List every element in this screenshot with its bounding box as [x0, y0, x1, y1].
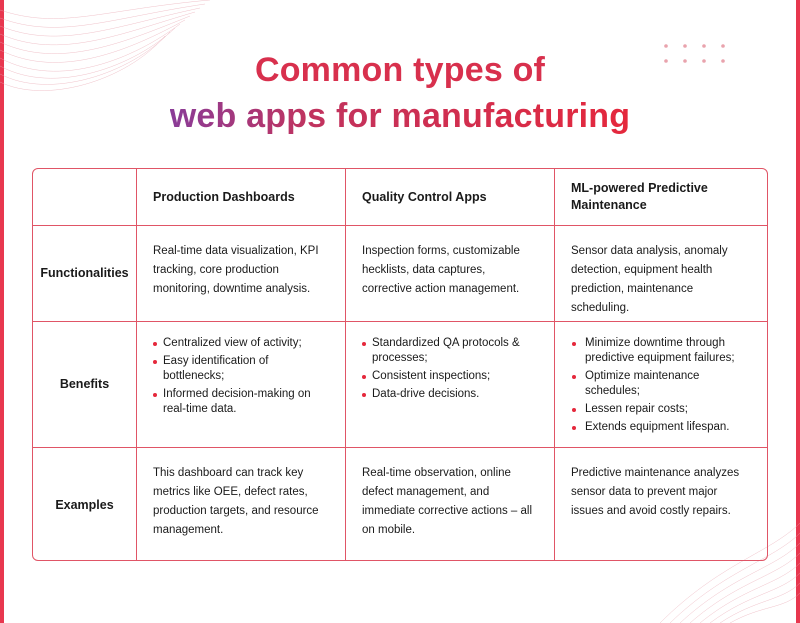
page-title-line-2: [0, 96, 800, 136]
table-cell: Real-time data visualization, KPI tracking, core production monitoring, downtime analysis.: [137, 226, 346, 322]
header-empty-cell: [33, 169, 137, 226]
table-cell: Predictive maintenance analyzes sensor data to prevent major issues and avoid costly repairs.: [571, 467, 740, 517]
list-item: Centralized view of activity;: [153, 336, 329, 351]
row-label-examples: Examples: [33, 448, 137, 561]
column-header-predictive-maintenance: ML-powered Predictive Maintenance: [555, 169, 768, 226]
table-cell: This dashboard can track key metrics like OEE, defect rates, production targets, and resource management.: [137, 448, 346, 561]
list-item: Standardized QA protocols & processes;: [362, 336, 538, 366]
list-item: Extends equipment lifespan.: [571, 420, 753, 435]
bullet-list: [153, 322, 329, 417]
bullet-list: [571, 322, 753, 435]
table-cell: Inspection forms, customizable hecklists, data captures, corrective action management.: [346, 226, 555, 322]
list-item: Informed decision-making on real-time data.: [153, 387, 329, 417]
table-cell: Sensor data analysis, anomaly detection, equipment health prediction, maintenance scheduling.: [555, 226, 768, 322]
column-header-production-dashboards: Production Dashboards: [137, 169, 346, 226]
bullet-list: [362, 322, 538, 402]
benefits-cell-production-dashboards: [137, 322, 346, 448]
comparison-table: [32, 168, 768, 561]
page-title-line-1: Common types of: [254, 51, 546, 89]
benefits-cell-quality-control: [346, 322, 555, 448]
list-item: Optimize maintenance schedules;: [571, 369, 753, 399]
list-item: Consistent inspections;: [362, 369, 538, 384]
list-item: Easy identification of bottlenecks;: [153, 354, 329, 384]
column-header-quality-control-apps: Quality Control Apps: [346, 169, 555, 226]
list-item: Lessen repair costs;: [571, 402, 753, 417]
page-title-line-2-text: web apps for manufacturing: [169, 97, 631, 135]
list-item: Data-drive decisions.: [362, 387, 538, 402]
row-label-benefits: Benefits: [33, 322, 137, 448]
row-label-functionalities: Functionalities: [33, 226, 137, 322]
list-item: Minimize downtime through predictive equipment failures;: [571, 336, 753, 366]
benefits-cell-predictive-maintenance: [555, 322, 768, 448]
table-cell: Real-time observation, online defect management, and immediate corrective actions – all on mobile.: [346, 448, 555, 561]
